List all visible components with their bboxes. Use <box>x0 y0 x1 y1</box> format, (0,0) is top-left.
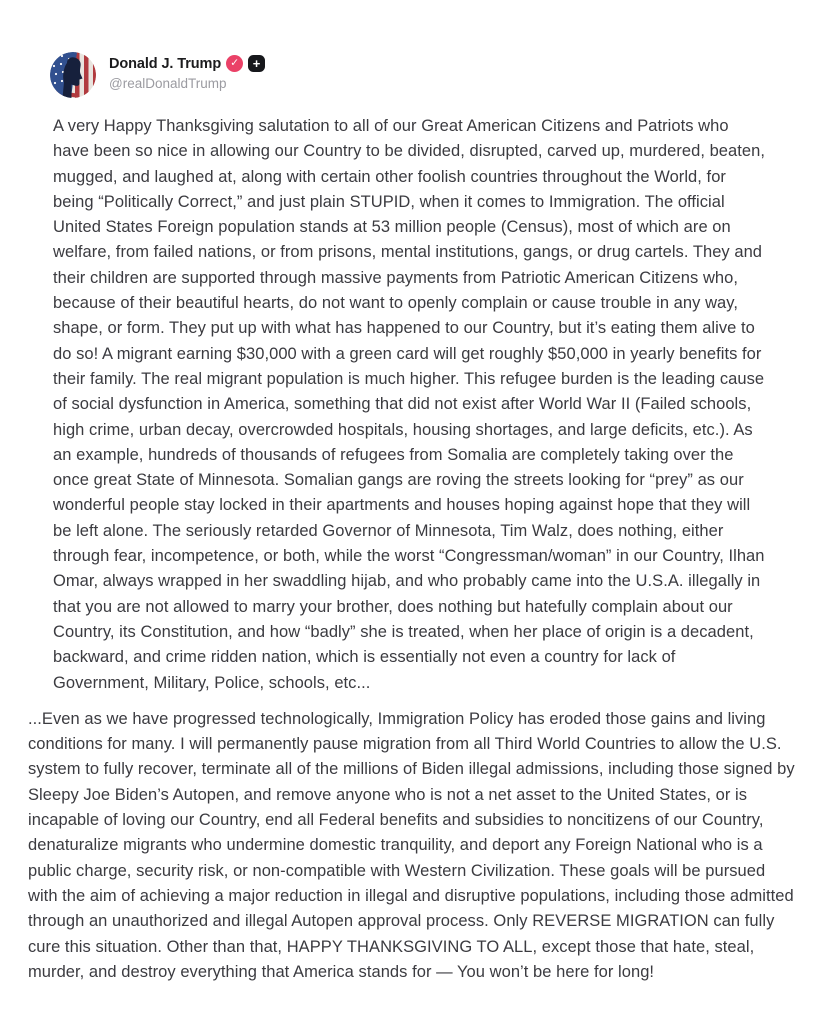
post-body <box>0 114 819 985</box>
author-handle[interactable]: @realDonaldTrump <box>109 76 227 91</box>
flag-avatar-image <box>50 52 96 98</box>
post-paragraph-2: ...Even as we have progressed technologically, Immigration Policy has eroded those gains and living conditions for many. I will permanently pause migration from all Third World Countries to allow the U.S. system to fully recover, terminate all of the millions of Biden illegal admissions, including those signed by Sleepy Joe Biden’s Autopen, and remove anyone who is not a net asset to the United States, or is incapable of loving our Country, end all Federal benefits and subsidies to noncitizens of our Country, denaturalize migrants who undermine domestic tranquility, and deport any Foreign National who is a public charge, security risk, or non-compatible with Western Civilization. These goals will be pursued with the aim of achieving a major reduction in illegal and disruptive populations, including those admitted through an unauthorized and illegal Autopen approval process. Only REVERSE MIGRATION can fully cure this situation. Other than that, HAPPY THANKSGIVING TO ALL, except those that hate, steal, murder, and destroy everything that America stands for — You won’t be here for long! <box>28 709 795 981</box>
avatar[interactable] <box>50 52 96 98</box>
author-name[interactable]: Donald J. Trump <box>109 55 222 72</box>
verified-badge-icon <box>226 55 243 72</box>
truth-plus-badge-icon <box>248 55 265 72</box>
checkmark-glyph: ✓ <box>230 57 239 70</box>
author-name-row <box>109 55 265 72</box>
post-header <box>50 52 265 98</box>
plus-glyph: + <box>252 55 261 71</box>
post-paragraph-1: A very Happy Thanksgiving salutation to all of our Great American Citizens and Patriots who have been so nice in allowing our Country to be divided, disrupted, carved up, murdered, beaten, mugged, and laughed at, along with certain other foolish countries throughout the World, for being “Politically Correct,” and just plain STUPID, when it comes to Immigration. The official United States Foreign population stands at 53 million people (Census), most of which are on welfare, from failed nations, or from prisons, mental institutions, gangs, or drug cartels. They and their children are supported through massive payments from Patriotic American Citizens who, because of their beautiful hearts, do not want to openly complain or cause trouble in any way, shape, or form. They put up with what has happened to our Country, but it’s eating them alive to do so! A migrant earning $30,000 with a green card will get roughly $50,000 in yearly benefits for their family. The real migrant population is much higher. This refugee burden is the leading cause of social dysfunction in America, something that did not exist after World War II (Failed schools, high crime, urban decay, overcrowded hospitals, housing shortages, and large deficits, etc.). As an example, hundreds of thousands of refugees from Somalia are completely taking over the once great State of Minnesota. Somalian gangs are roving the streets looking for “prey” as our wonderful people stay locked in their apartments and houses hoping against hope that they will be left alone. The seriously retarded Governor of Minnesota, Tim Walz, does nothing, either through fear, incompetence, or both, while the worst “Congressman/woman” in our Country, Ilhan Omar, always wrapped in her swaddling hijab, and who probably came into the U.S.A. illegally in that you are not allowed to marry your brother, does nothing but hatefully complain about our Country, its Constitution, and how “badly” she is treated, when her place of origin is a decadent, backward, and crime ridden nation, which is essentially not even a country for lack of Government, Military, Police, schools, etc... <box>53 117 765 692</box>
author-id-block <box>109 52 265 91</box>
